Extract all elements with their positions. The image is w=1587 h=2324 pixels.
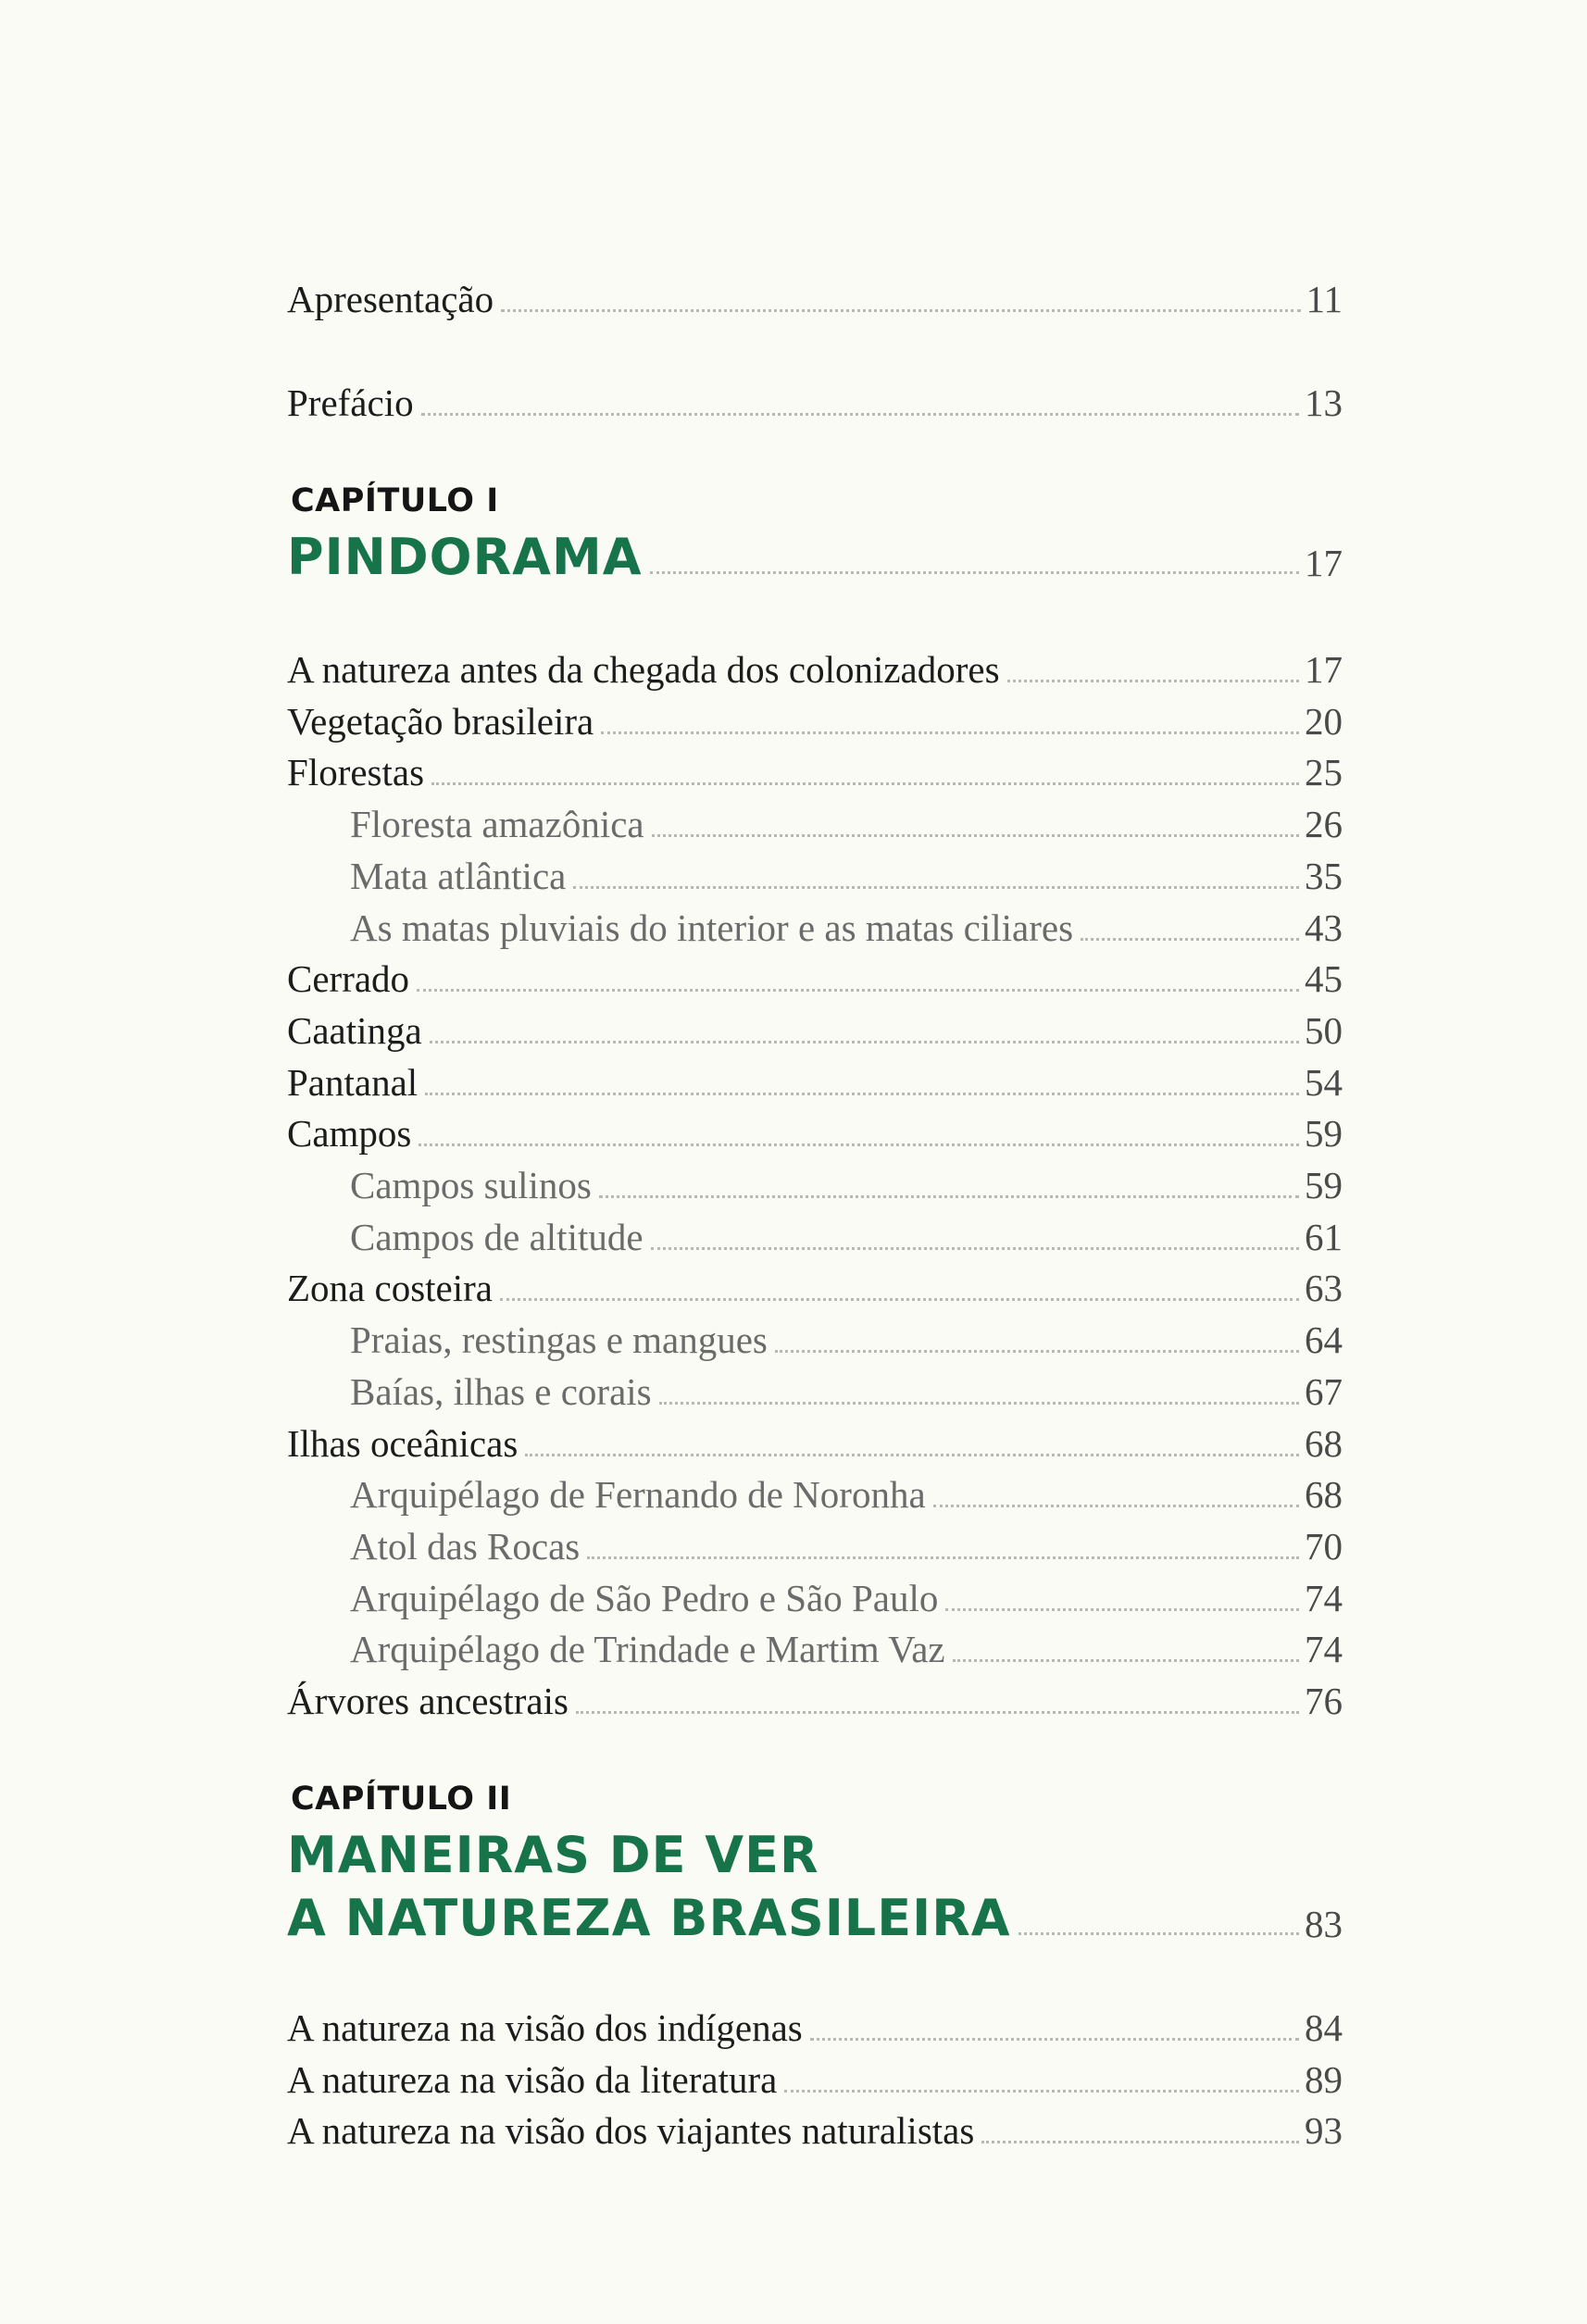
dot-leader bbox=[659, 1402, 1299, 1405]
toc-entry-label: Praias, restingas e mangues bbox=[350, 1318, 768, 1362]
dot-leader bbox=[650, 571, 1300, 574]
toc-entry[interactable] bbox=[287, 2105, 1343, 2156]
toc-entry-label: Arquipélago de Fernando de Noronha bbox=[350, 1473, 926, 1517]
dot-leader bbox=[425, 1093, 1299, 1095]
toc-entry-page-number: 59 bbox=[1305, 1112, 1343, 1156]
dot-leader bbox=[775, 1350, 1299, 1353]
toc-entry-prefacio[interactable] bbox=[287, 377, 1343, 429]
dot-leader bbox=[525, 1454, 1299, 1456]
toc-entry-label: Campos bbox=[287, 1112, 412, 1156]
toc-entry-page-number: 50 bbox=[1305, 1008, 1343, 1052]
toc-entry-page-number: 26 bbox=[1305, 803, 1343, 846]
toc-subentry[interactable] bbox=[287, 850, 1343, 902]
toc-entry-page-number: 68 bbox=[1305, 1421, 1343, 1465]
chapter-2-label: CAPÍTULO II bbox=[291, 1780, 512, 1818]
toc-entry[interactable] bbox=[287, 746, 1343, 798]
dot-leader bbox=[810, 2038, 1299, 2041]
toc-entry-page-number: 45 bbox=[1305, 957, 1343, 1001]
toc-entry-page-number: 76 bbox=[1305, 1680, 1343, 1722]
toc-entry-label: Ilhas oceânicas bbox=[287, 1421, 519, 1465]
toc-entry-label: Floresta amazônica bbox=[350, 803, 644, 846]
chapter-2-page-number: 83 bbox=[1305, 1903, 1343, 1945]
toc-entry-page-number: 13 bbox=[1305, 381, 1343, 424]
toc-entry-label: Árvores ancestrais bbox=[287, 1680, 569, 1722]
toc-entry[interactable] bbox=[287, 1675, 1343, 1727]
toc-entry-label: Pantanal bbox=[287, 1060, 419, 1104]
toc-entry[interactable] bbox=[287, 1418, 1343, 1469]
toc-subentry[interactable] bbox=[287, 1520, 1343, 1572]
dot-leader bbox=[421, 413, 1299, 416]
dot-leader bbox=[784, 2090, 1299, 2093]
toc-entry[interactable] bbox=[287, 2054, 1343, 2105]
chapter-2-title-line-1: MANEIRAS DE VER bbox=[287, 1826, 819, 1884]
chapter-1-label: CAPÍTULO I bbox=[291, 482, 499, 519]
toc-entry-label: Prefácio bbox=[287, 381, 414, 424]
toc-entry-page-number: 93 bbox=[1305, 2109, 1343, 2153]
dot-leader bbox=[599, 1195, 1299, 1198]
toc-entry-label: Vegetação brasileira bbox=[287, 699, 594, 743]
dot-leader bbox=[651, 1247, 1299, 1250]
toc-subentry[interactable] bbox=[287, 1468, 1343, 1520]
toc-entry-label: Zona costeira bbox=[287, 1267, 493, 1310]
dot-leader bbox=[431, 782, 1299, 785]
toc-entry-label: Apresentação bbox=[287, 278, 494, 320]
toc-entry-label: A natureza antes da chegada dos colonizadores bbox=[287, 648, 1000, 691]
toc-entry[interactable] bbox=[287, 643, 1343, 695]
toc-entry-page-number: 63 bbox=[1305, 1267, 1343, 1310]
dot-leader bbox=[576, 1711, 1299, 1714]
toc-entry-label: Mata atlântica bbox=[350, 854, 567, 897]
chapter-1-page-number: 17 bbox=[1305, 542, 1343, 584]
toc-entry-page-number: 43 bbox=[1305, 906, 1343, 949]
toc-entry-page-number: 74 bbox=[1305, 1628, 1343, 1671]
toc-entry-page-number: 25 bbox=[1305, 751, 1343, 794]
dot-leader bbox=[1081, 938, 1299, 941]
toc-entry-page-number: 89 bbox=[1305, 2057, 1343, 2101]
toc-entry-page-number: 54 bbox=[1305, 1060, 1343, 1104]
toc-entry-page-number: 84 bbox=[1305, 2006, 1343, 2049]
toc-subentry[interactable] bbox=[287, 902, 1343, 954]
toc-subentry[interactable] bbox=[287, 1623, 1343, 1675]
chapter-1-heading[interactable] bbox=[287, 526, 1343, 589]
toc-entry-label: A natureza na visão dos viajantes naturalistas bbox=[287, 2109, 975, 2153]
toc-entry-page-number: 70 bbox=[1305, 1524, 1343, 1568]
toc-subentry[interactable] bbox=[287, 1572, 1343, 1624]
dot-leader bbox=[933, 1505, 1299, 1507]
toc-entry-label: Baías, ilhas e corais bbox=[350, 1369, 652, 1413]
toc-entry-page-number: 74 bbox=[1305, 1576, 1343, 1619]
toc-subentry[interactable] bbox=[287, 1366, 1343, 1418]
toc-entry[interactable] bbox=[287, 1005, 1343, 1056]
toc-entry-page-number: 17 bbox=[1305, 648, 1343, 691]
chapter-2-heading[interactable] bbox=[287, 1887, 1343, 1950]
toc-entry-page-number: 68 bbox=[1305, 1473, 1343, 1517]
dot-leader bbox=[945, 1608, 1299, 1611]
dot-leader bbox=[1007, 680, 1299, 682]
toc-subentry[interactable] bbox=[287, 1314, 1343, 1366]
toc-entry[interactable] bbox=[287, 695, 1343, 747]
toc-entry-page-number: 20 bbox=[1305, 699, 1343, 743]
toc-entry-label: Campos de altitude bbox=[350, 1215, 644, 1258]
dot-leader bbox=[587, 1556, 1299, 1559]
dot-leader bbox=[953, 1659, 1299, 1662]
toc-entry-label: Campos sulinos bbox=[350, 1164, 592, 1206]
toc-entry-page-number: 35 bbox=[1305, 854, 1343, 897]
toc-entry-apresentacao[interactable] bbox=[287, 273, 1343, 325]
toc-entry-page-number: 64 bbox=[1305, 1318, 1343, 1362]
toc-subentry[interactable] bbox=[287, 798, 1343, 850]
chapter-1-title: PINDORAMA bbox=[287, 528, 643, 586]
dot-leader bbox=[501, 309, 1300, 312]
toc-entry-label: Atol das Rocas bbox=[350, 1524, 581, 1568]
toc-subentry[interactable] bbox=[287, 1211, 1343, 1263]
toc-entry-label: Caatinga bbox=[287, 1008, 422, 1052]
dot-leader bbox=[652, 834, 1299, 837]
toc-entry-label: A natureza na visão da literatura bbox=[287, 2057, 778, 2101]
toc-entry[interactable] bbox=[287, 1262, 1343, 1314]
toc-entry[interactable] bbox=[287, 2002, 1343, 2054]
toc-entry-page-number: 11 bbox=[1306, 278, 1343, 320]
dot-leader bbox=[500, 1298, 1299, 1301]
toc-entry-label: Arquipélago de São Pedro e São Paulo bbox=[350, 1576, 939, 1619]
dot-leader bbox=[981, 2141, 1299, 2143]
toc-entry-label: Cerrado bbox=[287, 957, 410, 1001]
toc-entry[interactable] bbox=[287, 1056, 1343, 1108]
dot-leader bbox=[1018, 1932, 1299, 1935]
dot-leader bbox=[573, 886, 1299, 889]
toc-entry[interactable] bbox=[287, 953, 1343, 1005]
toc-entry-page-number: 61 bbox=[1305, 1215, 1343, 1258]
toc-subentry[interactable] bbox=[287, 1159, 1343, 1211]
chapter-2-title-line-2: A NATUREZA BRASILEIRA bbox=[287, 1889, 1011, 1947]
toc-entry[interactable] bbox=[287, 1107, 1343, 1159]
dot-leader bbox=[601, 731, 1299, 734]
dot-leader bbox=[419, 1143, 1299, 1146]
toc-entry-label: Florestas bbox=[287, 751, 425, 794]
dot-leader bbox=[417, 989, 1299, 992]
toc-entry-page-number: 67 bbox=[1305, 1369, 1343, 1413]
toc-entry-label: Arquipélago de Trindade e Martim Vaz bbox=[350, 1628, 945, 1671]
toc-entry-label: As matas pluviais do interior e as matas ciliares bbox=[350, 906, 1074, 949]
toc-entry-label: A natureza na visão dos indígenas bbox=[287, 2006, 803, 2049]
dot-leader bbox=[430, 1041, 1299, 1043]
toc-entry-page-number: 59 bbox=[1305, 1164, 1343, 1206]
